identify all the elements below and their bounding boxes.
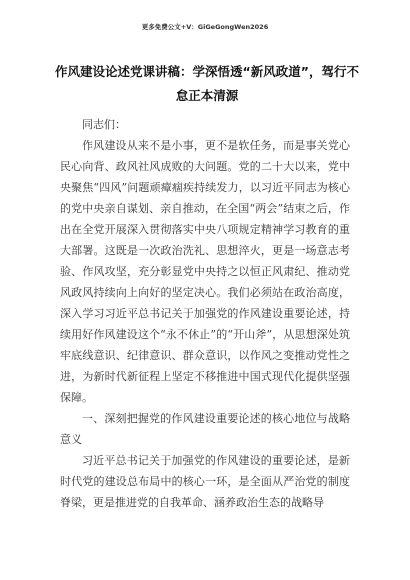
page-header-watermark: 更多免费公文+Ⅴ：GiGeGongWen2026	[141, 23, 269, 31]
salutation: 同志们：	[82, 118, 126, 131]
body-paragraph: 作风建设从来不是小事，更不是软任务，而是事关党心民心向背、政风社风成败的大问题。党的二十大以来，党中央聚焦“四风”问题顽瘴痼疾持续发力，以习近平同志为核心的党中央亲自谋划、亲自推动，在全国“两会”结束之后，作出在全党开展深入贯彻落实中央八项规定精神学习教育的重大部署。这既是一次政治洗礼、思想淬火，更是一场意志考验、作风攻坚，充分彰显党中央持之以恒正风肃纪、推动党风政风持续向上向好的坚定决心。我们必须站在政治高度，深入学习习近平总书记关于加强党的作风建设重要论述，持续用好作风建设这个“永不休止”的“开山斧”，从思想深处筑牢底线意识、纪律意识、群众意识，以作风之变推动党性之进，为新时代新征程上坚定不移推进中国式现代化提供坚强保障。	[60, 139, 350, 404]
section-heading: 一、深刻把握党的作风建设重要论述的核心地位与战略意义	[60, 412, 350, 446]
document-body	[60, 114, 350, 513]
document-title: 作风建设论述党课讲稿：学深悟透“新风政道”，驾行不怠正本清源	[55, 64, 359, 103]
section-paragraph: 习近平总书记关于加强党的作风建设的重要论述，是新时代党的建设总布局中的核心一环，是全面从严治党的制度脊梁，更是推进党的自我革命、涵养政治生态的战略导	[60, 454, 350, 509]
